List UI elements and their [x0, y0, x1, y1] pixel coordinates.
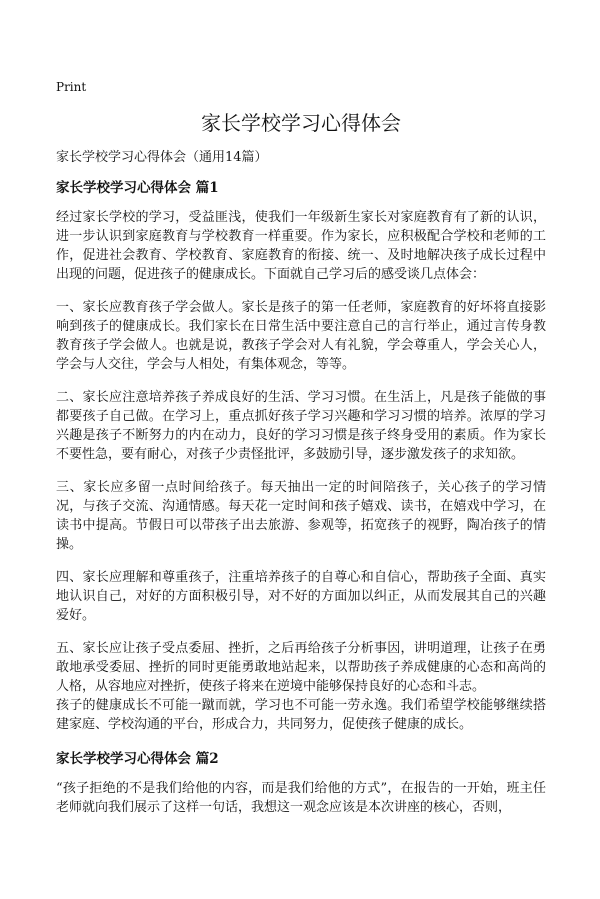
- paragraph: 孩子的健康成长不可能一蹴而就，学习也不可能一劳永逸。我们希望学校能够继续搭建家庭、学校沟通的平台，形成合力，共同努力，促使孩子健康的成长。: [56, 698, 546, 732]
- paragraph: 一、家长应教育孩子学会做人。家长是孩子的第一任老师，家庭教育的好坏将直接影响到孩子的健康成长。我们家长在日常生活中要注意自己的言行举止，通过言传身教教育孩子学会做人。也就是说，教孩子学会对人有礼貌，学会尊重人，学会关心人，学会与人交往，学会与人相处，有集体观念，等等。: [56, 300, 546, 372]
- paragraph: 四、家长应理解和尊重孩子，注重培养孩子的自尊心和自信心，帮助孩子全面、真实地认识自己，对好的方面积极引导，对不好的方面加以纠正，从而发展其自己的兴趣爱好。: [56, 570, 546, 623]
- print-label: Print: [56, 80, 87, 94]
- paragraph: 五、家长应让孩子受点委屈、挫折，之后再给孩子分析事因，讲明道理，让孩子在勇敢地承受委屈、挫折的同时更能勇敢地站起来，以帮助孩子养成健康的心态和高尚的人格，从容地应对挫折，使孩子将来在逆境中能够保持良好的心态和斗志。: [56, 641, 546, 694]
- section-heading: 家长学校学习心得体会 篇2: [56, 751, 219, 767]
- section-1: [56, 179, 546, 734]
- document-page: [56, 80, 546, 831]
- document-subtitle: 家长学校学习心得体会（通用14篇）: [56, 150, 268, 165]
- section-heading: 家长学校学习心得体会 篇1: [56, 180, 219, 196]
- section-2: [56, 750, 546, 817]
- document-title: 家长学校学习心得体会: [201, 111, 401, 135]
- paragraph: 三、家长应多留一点时间给孩子。每天抽出一定的时间陪孩子，关心孩子的学习情况，与孩子交流、沟通情感。每天花一定时间和孩子嬉戏、读书，在嬉戏中学习，在读书中提高。节假日可以带孩子出去旅游、参观等，拓宽孩子的视野，陶冶孩子的情操。: [56, 480, 546, 552]
- paragraph: 经过家长学校的学习，受益匪浅，使我们一年级新生家长对家庭教育有了新的认识，进一步认识到家庭教育与学校教育一样重要。作为家长，应积极配合学校和老师的工作，促进社会教育、学校教育、家庭教育的衔接、统一、及时地解决孩子成长过程中出现的问题，促进孩子的健康成长。下面就自己学习后的感受谈几点体会：: [56, 210, 546, 282]
- paragraph: 二、家长应注意培养孩子养成良好的生活、学习习惯。在生活上，凡是孩子能做的事都要孩子自己做。在学习上，重点抓好孩子学习兴趣和学习习惯的培养。浓厚的学习兴趣是孩子不断努力的内在动力，良好的学习习惯是孩子终身受用的素质。作为家长不要性急，要有耐心，对孩子少责怪批评，多鼓励引导，逐步激发孩子的求知欲。: [56, 390, 546, 462]
- paragraph: “孩子拒绝的不是我们给他的内容，而是我们给他的方式”，在报告的一开始，班主任老师就向我们展示了这样一句话，我想这一观念应该是本次讲座的核心，否则，: [56, 781, 546, 815]
